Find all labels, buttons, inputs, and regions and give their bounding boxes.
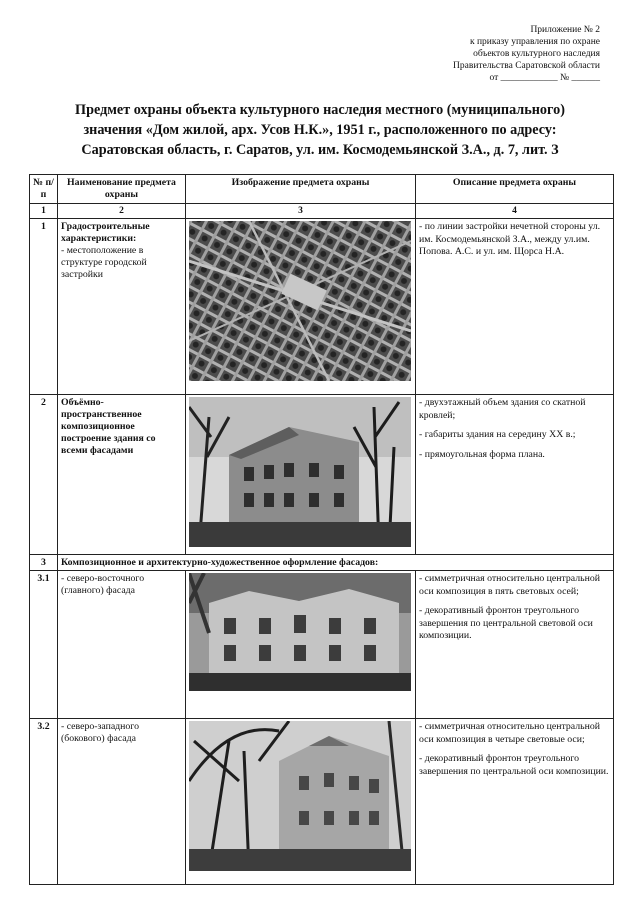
desc-item: - по линии застройки нечетной стороны ул. им. Космодемьянской З.А., между ул.им. Попова. А.С. и ул. им. Щорса Н.А.	[419, 221, 601, 257]
col-number: 1	[30, 204, 58, 219]
row-image-cell	[186, 219, 416, 395]
row-name: Градостроительные характеристики:	[61, 221, 150, 244]
row-name-cell	[58, 571, 186, 719]
row-desc-cell	[416, 719, 614, 885]
annex-note	[380, 24, 600, 84]
column-number-row	[30, 204, 614, 219]
side-facade-photo	[189, 721, 411, 871]
row-desc-cell	[416, 571, 614, 719]
header-image: Изображение предмета охраны	[186, 175, 416, 204]
table-row	[30, 219, 614, 395]
table-row	[30, 395, 614, 555]
protection-table	[29, 174, 614, 885]
col-number: 4	[416, 204, 614, 219]
desc-item: - симметричная относительно центральной оси композиция в четыре световые оси;	[419, 721, 600, 745]
row-name-cell	[58, 395, 186, 555]
header-name: Наименование предмета охраны	[58, 175, 186, 204]
title-line: Предмет охраны объекта культурного наследия местного (муниципального)	[75, 102, 565, 118]
desc-item: - декоративный фронтон треугольного завершения по центральной световой оси композиции.	[419, 605, 593, 641]
header-num: № п/п	[30, 175, 58, 204]
title-line: Саратовская область, г. Саратов, ул. им. Космодемьянской З.А., д. 7, лит. З	[81, 142, 559, 158]
row-name: - северо-западного (бокового) фасада	[61, 721, 139, 744]
row-image-cell	[186, 395, 416, 555]
row-name: - северо-восточного (главного) фасада	[61, 573, 145, 596]
annex-line: объектов культурного наследия	[473, 49, 600, 59]
row-number: 1	[30, 219, 58, 395]
row-number: 2	[30, 395, 58, 555]
desc-item: - прямоугольная форма плана.	[419, 448, 545, 460]
section-row	[30, 555, 614, 571]
section-label: Композиционное и архитектурно-художественное оформление фасадов:	[58, 555, 614, 571]
table-header-row	[30, 175, 614, 204]
aerial-map-photo	[189, 221, 411, 381]
building-photo	[189, 397, 411, 547]
facade-photo	[189, 573, 411, 691]
row-image-cell	[186, 571, 416, 719]
annex-line: Приложение № 2	[530, 25, 600, 35]
row-number: 3.2	[30, 719, 58, 885]
desc-item: - симметричная относительно центральной оси композиция в пять световых осей;	[419, 573, 600, 597]
section-number: 3	[30, 555, 58, 571]
row-desc-cell	[416, 395, 614, 555]
row-name-detail: - местоположение в структуре городской застройки	[61, 245, 147, 280]
desc-item: - двухэтажный объем здания со скатной кровлей;	[419, 397, 586, 421]
row-image-cell	[186, 719, 416, 885]
desc-item: - декоративный фронтон треугольного завершения по центральной оси композиции.	[419, 753, 609, 777]
desc-item: - габариты здания на середину XX в.;	[419, 429, 576, 440]
annex-line: от ____________ № ______	[489, 73, 600, 83]
row-name-cell	[58, 219, 186, 395]
annex-line: к приказу управления по охране	[469, 37, 600, 47]
table-row	[30, 719, 614, 885]
header-desc: Описание предмета охраны	[416, 175, 614, 204]
annex-line: Правительства Саратовской области	[453, 61, 600, 71]
row-number: 3.1	[30, 571, 58, 719]
row-name-cell	[58, 719, 186, 885]
col-number: 2	[58, 204, 186, 219]
col-number: 3	[186, 204, 416, 219]
row-name: Объёмно-пространственное композиционное построение здания со всеми фасадами	[61, 397, 156, 456]
title-line: значения «Дом жилой, арх. Усов Н.К.», 1951 г., расположенного по адресу:	[83, 122, 557, 138]
table-row	[30, 571, 614, 719]
row-desc-cell	[416, 219, 614, 395]
document-title	[30, 100, 610, 160]
